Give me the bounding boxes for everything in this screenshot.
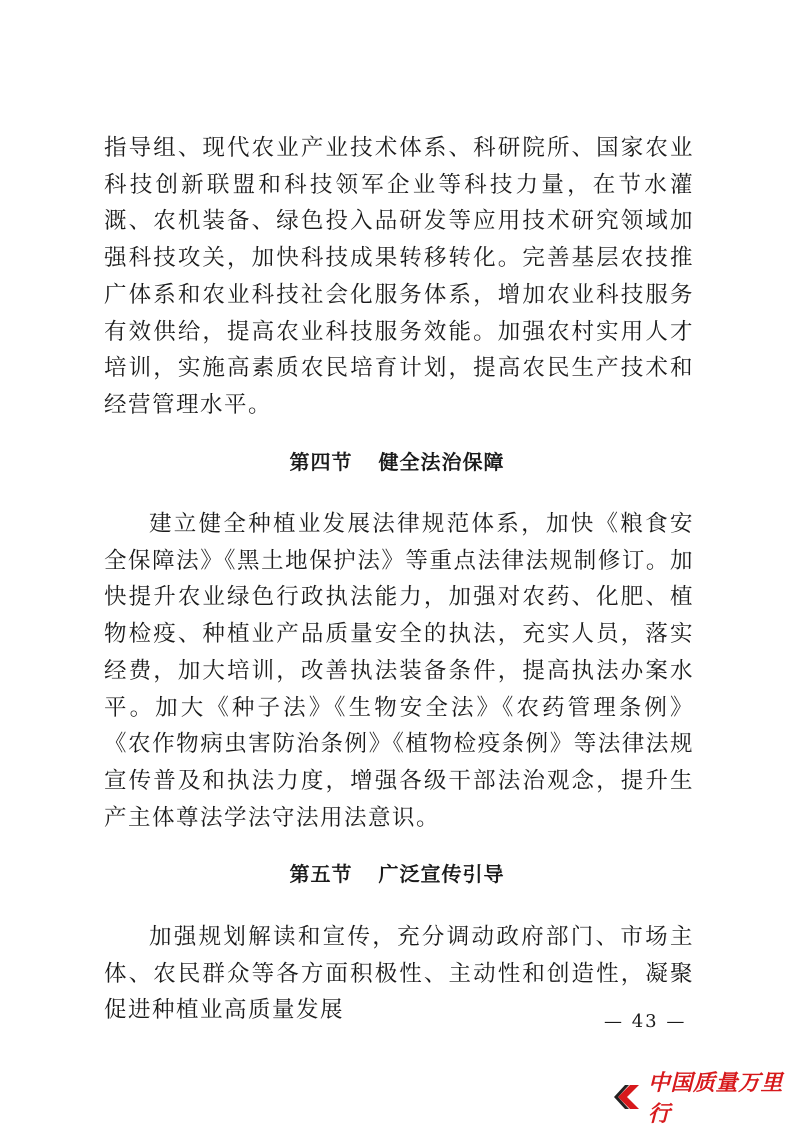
- chevron-logo-icon: [614, 1082, 644, 1112]
- body-paragraph-1: 指导组、现代农业产业技术体系、科研院所、国家农业科技创新联盟和科技领军企业等科技力量，在节水灌溉、农机装备、绿色投入品研发等应用技术研究领域加强科技攻关，加快科技成果转移转化。完善基层农技推广体系和农业科技社会化服务体系，增加农业科技服务有效供给，提高农业科技服务效能。加强农村实用人才培训，实施高素质农民培育计划，提高农民生产技术和经营管理水平。: [104, 135, 694, 418]
- section-number: 第五节: [289, 862, 353, 886]
- section-heading-5: [0, 858, 794, 887]
- section-number: 第四节: [289, 450, 353, 474]
- watermark: [614, 1070, 794, 1127]
- body-paragraph-3: 加强规划解读和宣传，充分调动政府部门、市场主体、农民群众等各方面积极性、主动性和创造性，凝聚促进种植业高质量发展: [104, 924, 694, 1024]
- body-paragraph-2: 建立健全种植业发展法律规范体系，加快《粮食安全保障法》《黑土地保护法》等重点法律法规制修订。加快提升农业绿色行政执法能力，加强对农药、化肥、植物检疫、种植业产品质量安全的执法，充实人员，落实经费，加大培训，改善执法装备条件，提高执法办案水平。加大《种子法》《生物安全法》《农药管理条例》《农作物病虫害防治条例》《植物检疫条例》等法律法规宣传普及和执法力度，增强各级干部法治观念，提升生产主体尊法学法守法用法意识。: [104, 511, 694, 831]
- section-title: 广泛宣传引导: [378, 862, 505, 886]
- section-heading-4: [0, 446, 794, 475]
- watermark-text: 中国质量万里行: [648, 1070, 784, 1127]
- page-number: — 43 —: [604, 1011, 687, 1032]
- section-title: 健全法治保障: [378, 450, 505, 474]
